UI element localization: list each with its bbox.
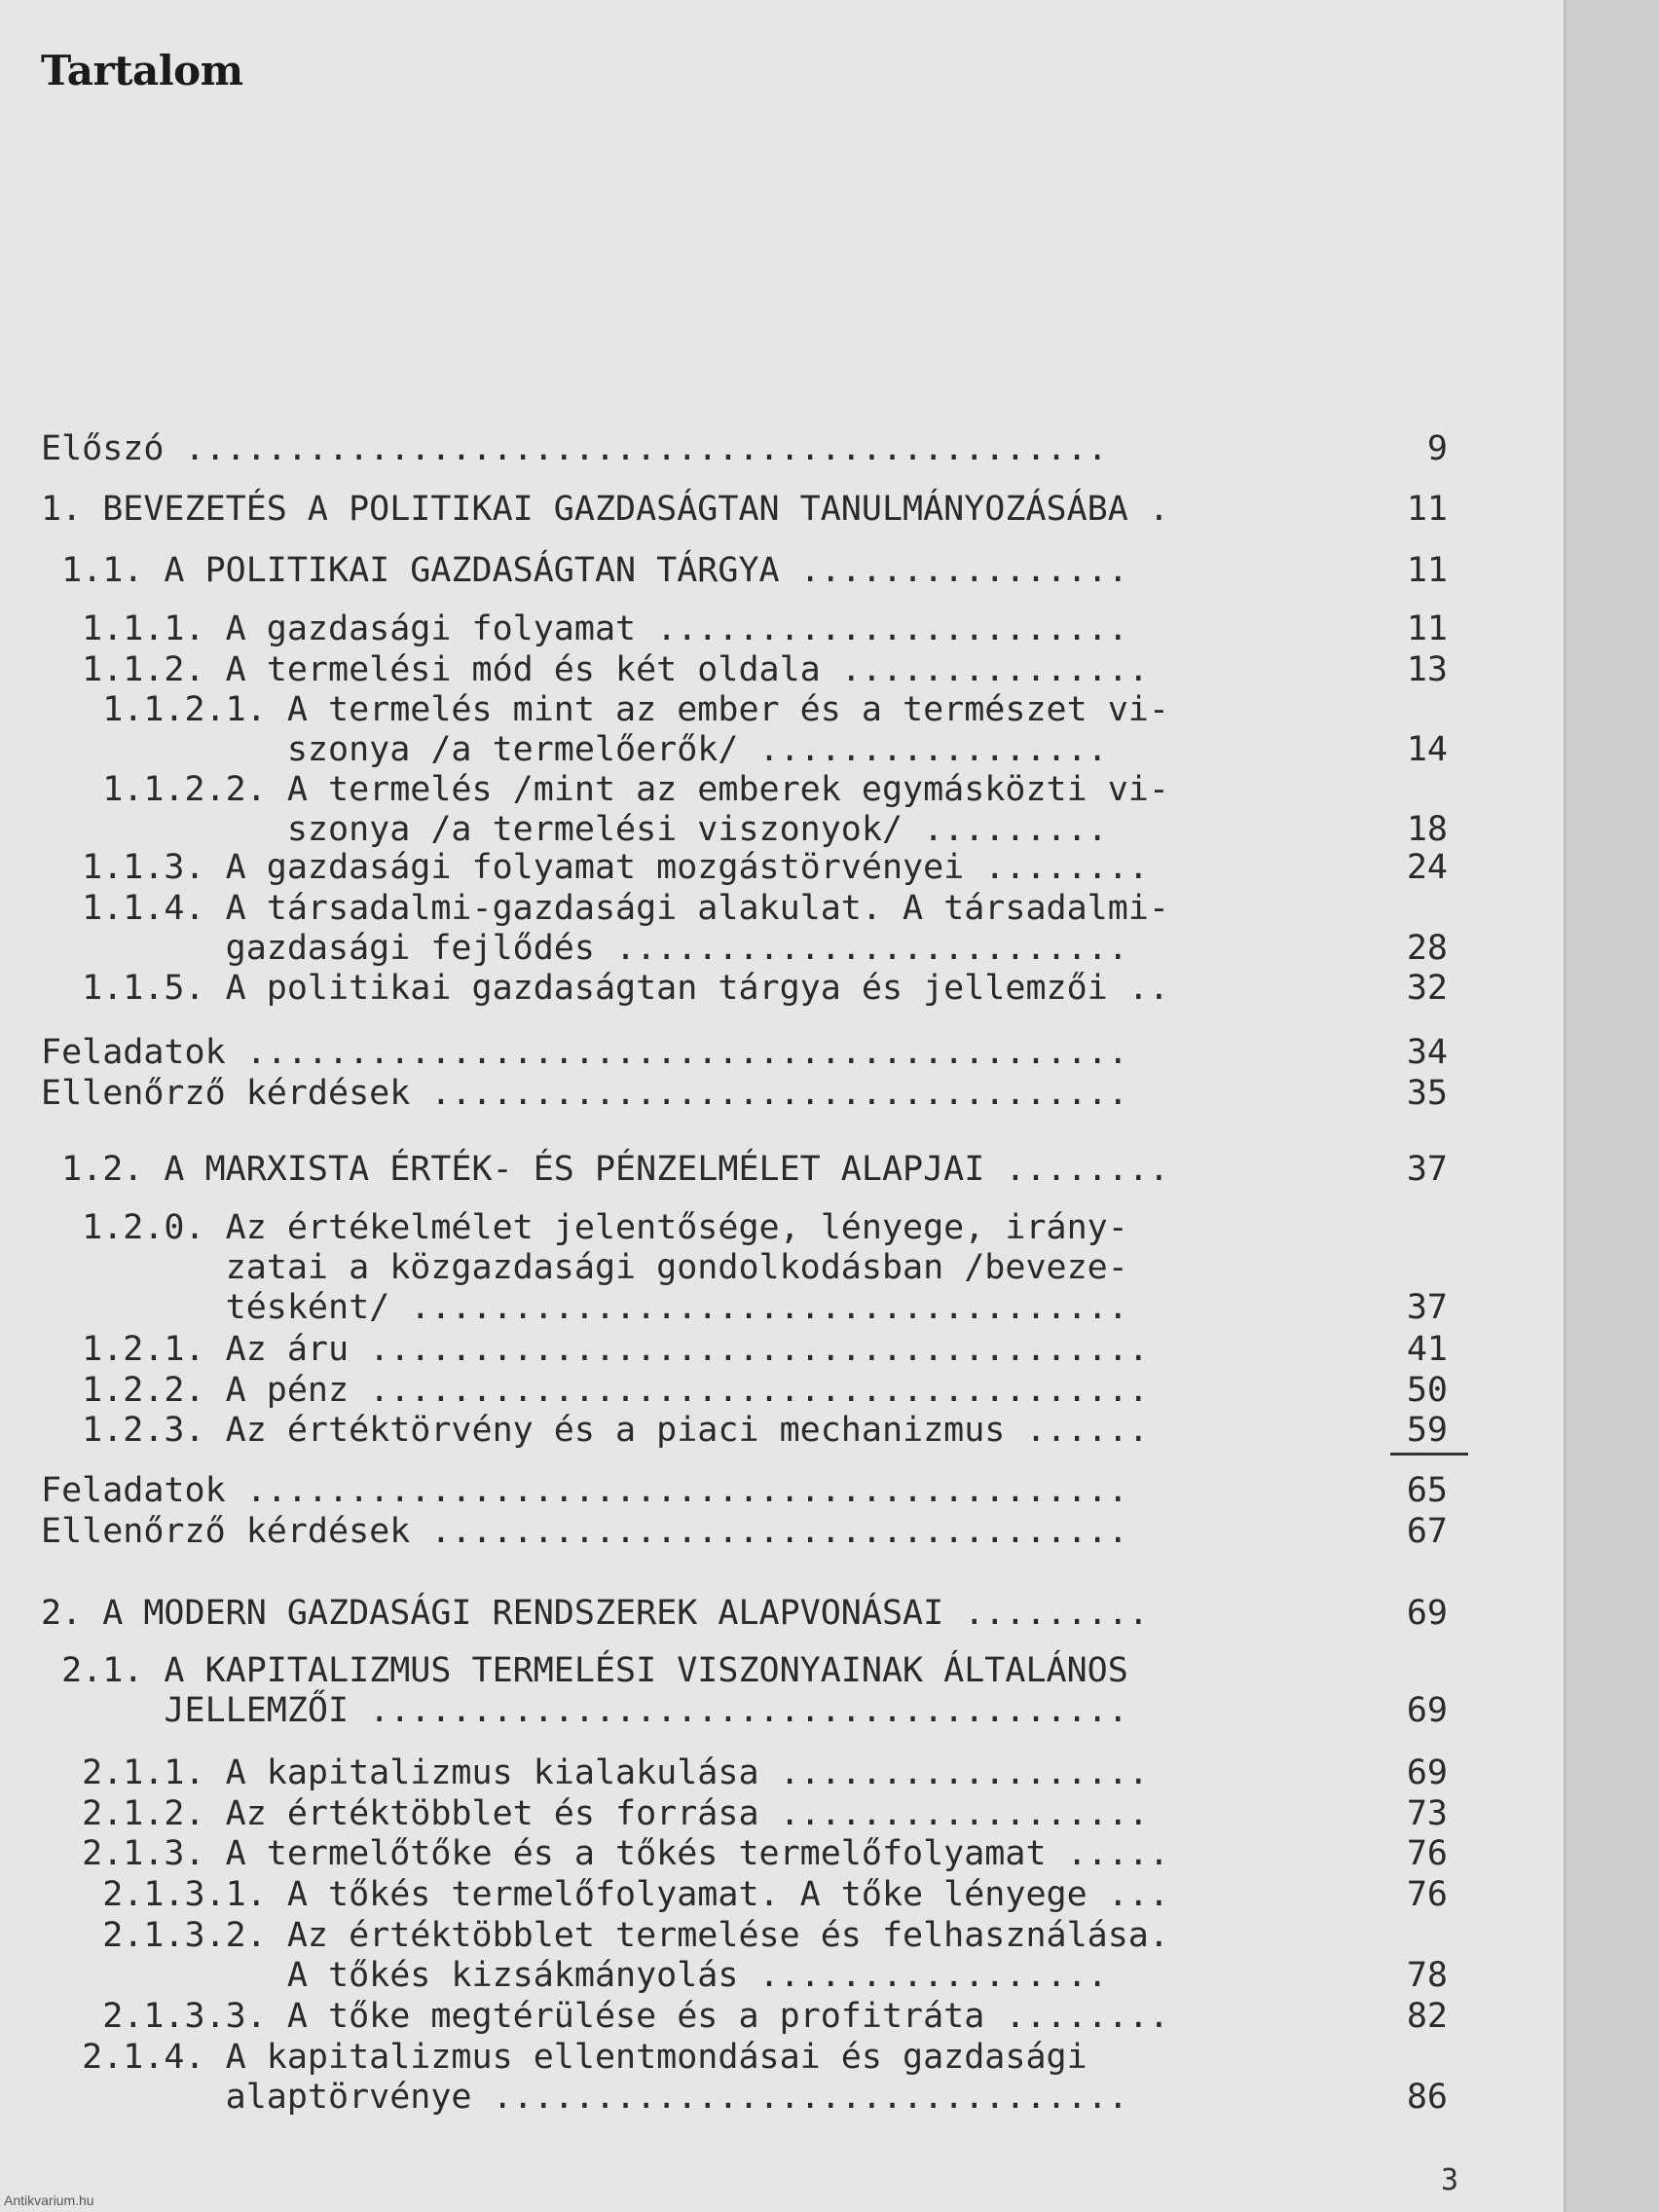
- toc-page-number: 69: [1406, 1594, 1448, 1633]
- toc-page-number: 18: [1406, 810, 1448, 849]
- toc-page-number: 35: [1406, 1074, 1448, 1113]
- toc-entry-line: 1.1.2.2. A termelés /mint az emberek egymásközti vi-: [41, 770, 1169, 809]
- toc-entry-line: 2.1. A KAPITALIZMUS TERMELÉSI VISZONYAINAK ÁLTALÁNOS: [41, 1651, 1128, 1690]
- toc-page-number: 11: [1406, 609, 1448, 648]
- toc-page-number: 50: [1406, 1371, 1448, 1410]
- toc-entry-line: 1.1.3. A gazdasági folyamat mozgástörvényei ........: [41, 848, 1149, 887]
- toc-page-number: 9: [1426, 429, 1448, 468]
- toc-page-number: 69: [1406, 1753, 1448, 1792]
- toc-entry-line: Feladatok ...........................................: [41, 1471, 1128, 1510]
- toc-entry-line: 1.2.3. Az értéktörvény és a piaci mechanizmus ......: [41, 1411, 1149, 1450]
- toc-page-number: 24: [1406, 848, 1448, 887]
- toc-entry-line: JELLEMZŐI .....................................: [41, 1691, 1128, 1730]
- toc-entry-line: 1.1. A POLITIKAI GAZDASÁGTAN TÁRGYA ................: [41, 551, 1128, 590]
- toc-page-number: 59: [1406, 1411, 1448, 1450]
- toc-entry-line: 1.1.2. A termelési mód és két oldala ...............: [41, 650, 1149, 689]
- toc-page-number: 69: [1406, 1691, 1448, 1730]
- toc-entry-line: 2.1.3.1. A tőkés termelőfolyamat. A tőke lényege ...: [41, 1875, 1169, 1914]
- toc-entry-line: gazdasági fejlődés .........................: [41, 929, 1128, 968]
- toc-entry-line: zatai a közgazdasági gondolkodásban /beveze-: [41, 1248, 1128, 1287]
- toc-page-number: 67: [1406, 1512, 1448, 1551]
- toc-page-number: 76: [1406, 1875, 1448, 1914]
- toc-entry-line: Előszó .............................................: [41, 429, 1108, 468]
- toc-entry-line: szonya /a termelőerők/ .................: [41, 730, 1108, 769]
- toc-entry-line: 1.1.5. A politikai gazdaságtan tárgya és jellemzői ..: [41, 969, 1169, 1008]
- toc-page-number: 65: [1406, 1471, 1448, 1510]
- toc-page-number: 14: [1406, 730, 1448, 769]
- pencil-underline-mark: [1390, 1453, 1468, 1456]
- toc-page-number: 82: [1406, 1997, 1448, 2036]
- watermark-text: Antikvarium.hu: [4, 2193, 94, 2208]
- toc-page-number: 76: [1406, 1834, 1448, 1873]
- toc-entry-line: 2.1.3. A termelőtőke és a tőkés termelőfolyamat .....: [41, 1834, 1169, 1873]
- toc-entry-line: szonya /a termelési viszonyok/ .........: [41, 810, 1108, 849]
- toc-entry-line: alaptörvénye ...............................: [41, 2078, 1128, 2117]
- toc-page-number: 28: [1406, 929, 1448, 968]
- toc-page-number: 41: [1406, 1330, 1448, 1369]
- toc-entry-line: 1.2. A MARXISTA ÉRTÉK- ÉS PÉNZELMÉLET ALAPJAI ........: [41, 1150, 1169, 1189]
- toc-entry-line: 2.1.3.3. A tőke megtérülése és a profitráta ........: [41, 1997, 1169, 2036]
- toc-entry-line: 1.2.0. Az értékelmélet jelentősége, lényege, irány-: [41, 1208, 1128, 1247]
- page-number: 3: [1441, 2163, 1459, 2197]
- toc-entry-line: 1.1.4. A társadalmi-gazdasági alakulat. A társadalmi-: [41, 889, 1169, 928]
- toc-page-number: 13: [1406, 650, 1448, 689]
- toc-page-number: 86: [1406, 2078, 1448, 2117]
- toc-entry-line: Ellenőrző kérdések ..................................: [41, 1512, 1128, 1551]
- toc-entry-line: A tőkés kizsákmányolás .................: [41, 1956, 1108, 1995]
- toc-page-number: 32: [1406, 969, 1448, 1008]
- toc-entry-line: Feladatok ...........................................: [41, 1033, 1128, 1072]
- toc-page-number: 37: [1406, 1150, 1448, 1189]
- toc-page-number: 11: [1406, 490, 1448, 529]
- page-edge: [1564, 0, 1659, 2212]
- toc-entry-line: 1.2.1. Az áru ......................................: [41, 1330, 1149, 1369]
- toc-entry-line: 1.2.2. A pénz ......................................: [41, 1371, 1149, 1410]
- toc-entry-line: 2.1.4. A kapitalizmus ellentmondásai és gazdasági: [41, 2038, 1088, 2077]
- toc-entry-line: 2. A MODERN GAZDASÁGI RENDSZEREK ALAPVONÁSAI .........: [41, 1594, 1149, 1633]
- toc-page-number: 78: [1406, 1956, 1448, 1995]
- toc-entry-line: 1.1.2.1. A termelés mint az ember és a természet vi-: [41, 690, 1169, 729]
- toc-page-number: 37: [1406, 1288, 1448, 1327]
- toc-entry-line: 2.1.2. Az értéktöbblet és forrása ..................: [41, 1794, 1149, 1833]
- toc-page-number: 11: [1406, 551, 1448, 590]
- toc-entry-line: 2.1.3.2. Az értéktöbblet termelése és felhasználása.: [41, 1916, 1169, 1955]
- toc-entry-line: 1. BEVEZETÉS A POLITIKAI GAZDASÁGTAN TANULMÁNYOZÁSÁBA .: [41, 490, 1169, 529]
- toc-page-number: 34: [1406, 1033, 1448, 1072]
- toc-entry-line: 1.1.1. A gazdasági folyamat .......................: [41, 609, 1128, 648]
- toc-entry-line: Ellenőrző kérdések ..................................: [41, 1074, 1128, 1113]
- toc-entry-line: tésként/ ...................................: [41, 1288, 1128, 1327]
- toc-entry-line: 2.1.1. A kapitalizmus kialakulása ..................: [41, 1753, 1149, 1792]
- page-heading: Tartalom: [41, 47, 243, 94]
- toc-page-number: 73: [1406, 1794, 1448, 1833]
